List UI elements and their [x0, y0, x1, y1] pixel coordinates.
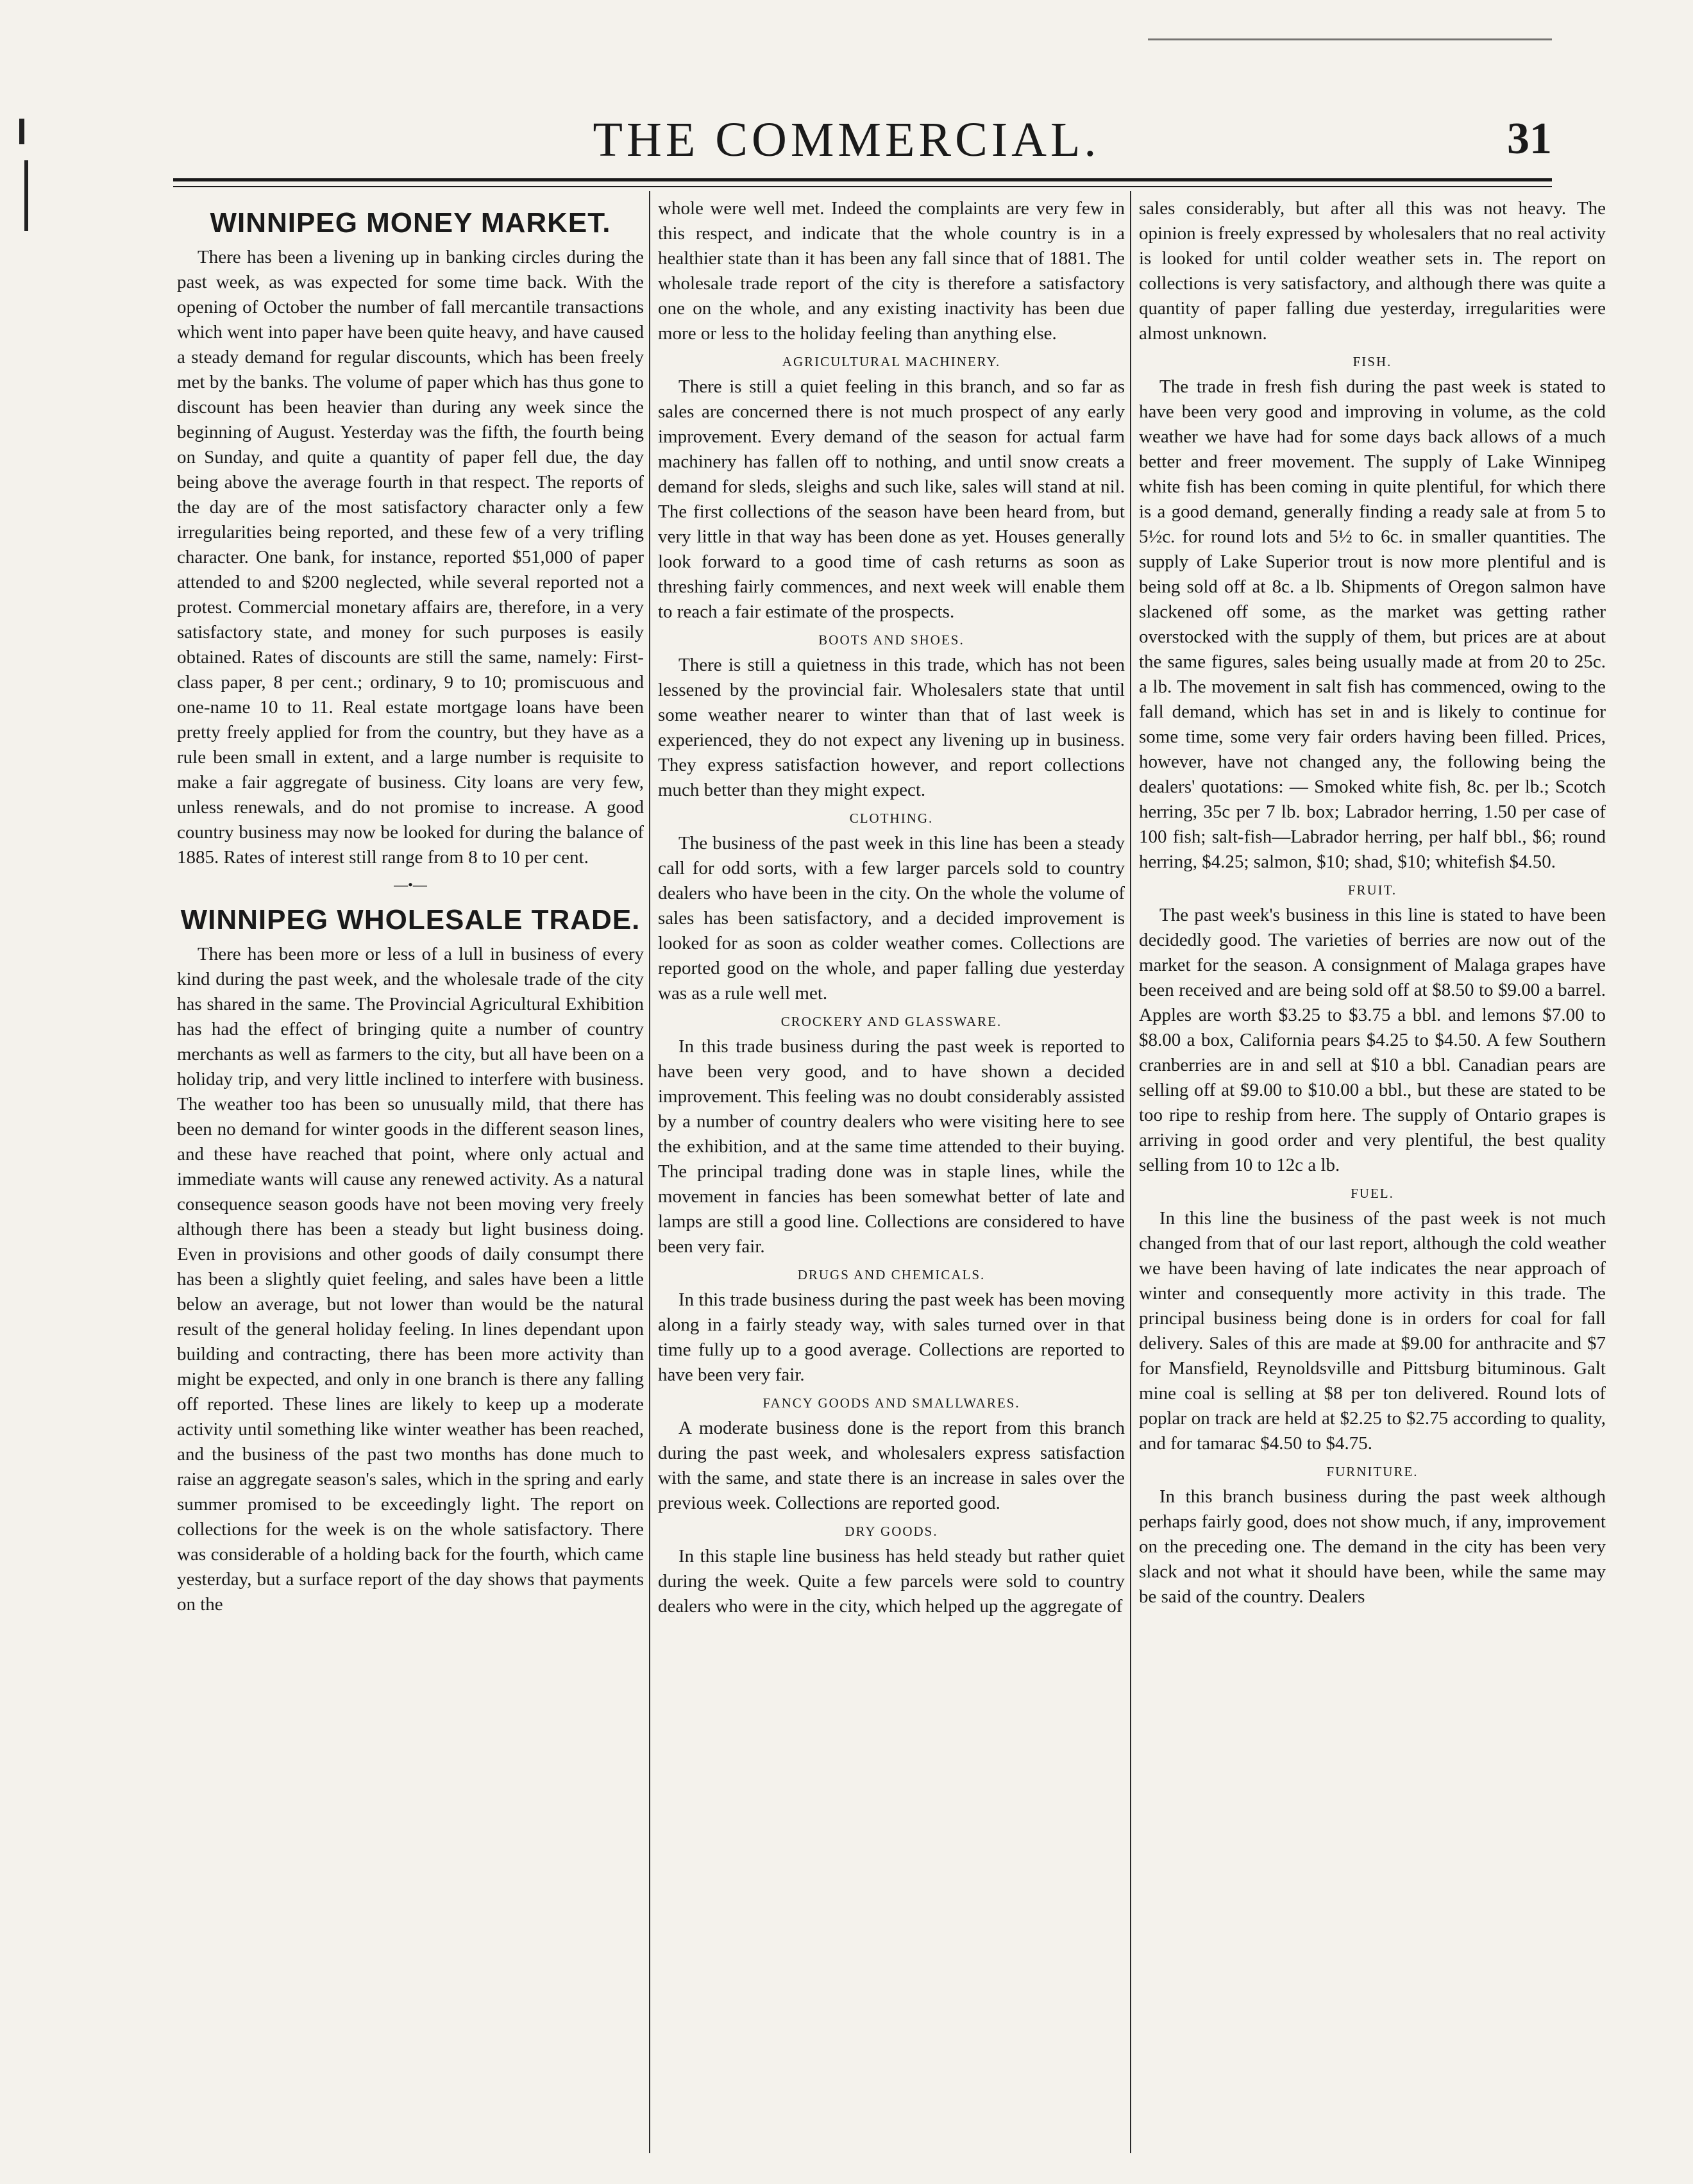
subheading-furniture: FURNITURE. — [1326, 1464, 1419, 1479]
article-boots-and-shoes: There is still a quietness in this trade, which has not been lessened by the provincial fair. Wholesalers state that until some weather nearer to winter than that of last week is experienced, they do not expect any livening up in business. They express satisfaction however, and report collections much better than they might expect. — [658, 655, 1125, 800]
column-divider — [649, 191, 650, 2153]
subheading-clothing: CLOTHING. — [849, 811, 934, 826]
section-heading-money-market: WINNIPEG MONEY MARKET. — [210, 207, 611, 239]
scan-mark — [24, 160, 28, 231]
subheading-fancy-goods: FANCY GOODS AND SMALLWARES. — [762, 1395, 1020, 1411]
article-continuation: whole were well met. Indeed the complaints are very few in this respect, and indicate that the whole country is in a healthier state than it has been any fall since that of 1881. The wholesale trade report of the city is therefore a satisfactory one on the whole, and any existing inactivity has been due more or less to the holiday feeling than anything else. — [658, 198, 1125, 344]
subheading-crockery-and-glassware: CROCKERY AND GLASSWARE. — [780, 1014, 1002, 1029]
subheading-dry-goods: DRY GOODS. — [845, 1524, 938, 1539]
subheading-fruit: FRUIT. — [1347, 882, 1397, 898]
scan-mark — [1148, 38, 1552, 40]
article-furniture: In this branch business during the past week although perhaps fairly good, does not show much, if any, improvement on the preceding one. The demand in the city has been very slack and not what it should have been, while the same may be said of the country. Dealers — [1139, 1486, 1606, 1607]
article-clothing: The business of the past week in this line has been a steady call for odd sorts, with a few larger parcels sold to country dealers who have been in the city. On the whole the volume of sales has been satisfactory, and a decided improvement is looked for as soon as colder weather comes. Collections are reported good on the whole, and paper falling due yesterday was as a rule well met. — [658, 833, 1125, 1004]
subheading-drugs-and-chemicals: DRUGS AND CHEMICALS. — [797, 1267, 986, 1282]
section-separator: —•— — [394, 877, 427, 893]
masthead-rule-thick — [173, 178, 1552, 181]
section-heading-wholesale-trade: WINNIPEG WHOLESALE TRADE. — [180, 904, 641, 936]
subheading-boots-and-shoes: BOOTS AND SHOES. — [818, 632, 964, 648]
subheading-fish: FISH. — [1352, 354, 1392, 369]
column-divider — [1130, 191, 1131, 2153]
subheading-fuel: FUEL. — [1351, 1186, 1394, 1201]
masthead-rule-thin — [173, 186, 1552, 187]
article-fuel: In this line the business of the past week is not much changed from that of our last report, although the cold weather we have been having of late indicates the near approach of winter and consequently more activity in this trade. The principal business being done is in orders for coal for fall delivery. Sales of this are made at $9.00 for anthracite and $7 for Mansfield, Reynoldsville and Pittsburg bituminous. Galt mine coal is selling at $8 per ton delivered. Round lots of poplar on track are held at $2.25 to $2.75 according to quality, and for tamarac $4.50 to $4.75. — [1139, 1208, 1606, 1454]
column-1 — [177, 196, 644, 2158]
article-continuation: sales considerably, but after all this was not heavy. The opinion is freely expressed by wholesalers that no real activity is looked for until colder weather sets in. The report on collections is very satisfactory, and although there was quite a quantity of paper falling due yesterday, irregularities were almost unknown. — [1139, 198, 1606, 344]
article-agricultural-machinery: There is still a quiet feeling in this branch, and so far as sales are concerned there is not much prospect of any early improvement. Every demand of the season for actual farm machinery has fallen off to nothing, and until snow creats a demand for sleds, sleighs and such like, sales will stand at nil. The first collections of the season have been heard from, but very little in that way has been done as yet. Houses generally look forward to a good time of cash returns as soon as threshing fairly commences, and next week will enable them to reach a fair estimate of the prospects. — [658, 376, 1125, 622]
article-fish: The trade in fresh fish during the past week is stated to have been very good and improving in volume, as the cold weather we have had for some days back allows of a much better and freer movement. The supply of Lake Winnipeg white fish has been coming in quite plentiful, for which there is a good demand, generally finding a ready sale at from 5 to 5½c. for round lots and 5½ to 6c. in smaller quantities. The supply of Lake Superior trout is now more plentiful and is being sold off at 8c. a lb. Shipments of Oregon salmon have slackened off some, as the market was getting rather overstocked with the supply of them, but prices are at about the same figures, sales being usually made at from 20 to 25c. a lb. The movement in salt fish has commenced, owing to the fall demand, which has set in and is likely to continue for some time, some very fair orders having been filled. Prices, however, have not changed any, the following being the dealers' quotations: — Smoked white fish, 8c. per lb.; Scotch herring, 35c per 7 lb. box; Labrador herring, 1.50 per case of 100 fish; salt-fish—Labrador herring, per half bbl., $6; round herring, $4.25; salmon, $10; shad, $10; whitefish $4.50. — [1139, 376, 1606, 872]
article-dry-goods: In this staple line business has held steady but rather quiet during the week. Quite a few parcels were sold to country dealers who were in the city, which helped up the aggregate of — [658, 1546, 1125, 1617]
article-fruit: The past week's business in this line is stated to have been decidedly good. The varieties of berries are now out of the market for the season. A consignment of Malaga grapes have been received and are being sold off at $8.50 to $9.00 a barrel. Apples are worth $3.25 to $3.75 a bbl. and lemons $7.00 to $8.00 a box, California pears $4.25 to $4.50. A few Southern cranberries are in and sell at $10 a bbl. Canadian pears are selling off at $9.00 to $10.00 a bbl., but these are stated to be too ripe to reship from here. The supply of Ontario grapes is arriving in good order and very plentiful, the best quality selling from 10 to 12c a lb. — [1139, 905, 1606, 1175]
column-2 — [658, 196, 1125, 2158]
article-crockery-and-glassware: In this trade business during the past week is reported to have been very good, and to have shown a decided improvement. This feeling was no doubt considerably assisted by a number of country dealers who were visiting here to see the exhibition, and at the same time attended to their buying. The principal trading done was in staple lines, while the movement in fancies has been somewhat better of late and lamps are still a good line. Collections are considered to have been very fair. — [658, 1036, 1125, 1257]
subheading-agricultural-machinery: AGRICULTURAL MACHINERY. — [782, 354, 1001, 369]
article-money-market: There has been a livening up in banking circles during the past week, as was expected for some time back. With the opening of October the number of fall mercantile transactions which went into paper have been quite heavy, and have caused a steady demand for regular discounts, which has been freely met by the banks. The volume of paper which has thus gone to discount has been heavier than during any week since the beginning of August. Yesterday was the fifth, the fourth being on Sunday, and quite a quantity of paper fell due, the day being above the average fourth in that respect. The reports of the day are of the most satisfactory character only a few irregularities being reported, and these few of a very trifling character. One bank, for instance, reported $51,000 of paper attended to and $200 neglected, while several reported not a protest. Commercial monetary affairs are, therefore, in a very satisfactory state, and money for such purposes is easily obtained. Rates of discounts are still the same, namely: First-class paper, 8 per cent.; ordinary, 9 to 10; promiscuous and one-name 10 to 11. Real estate mortgage loans have been pretty freely applied for from the country, but they have as a rule been small in extent, and a large number is requisite to make a fair aggregate of business. City loans are very few, unless renewals, and do not promise to increase. A good country business may now be looked for during the balance of 1885. Rates of interest still range from 8 to 10 per cent. — [177, 247, 644, 868]
article-drugs-and-chemicals: In this trade business during the past week has been moving along in a fairly steady way, with sales turned over in that time fully up to a good average. Collections are reported to have been very fair. — [658, 1289, 1125, 1385]
article-fancy-goods: A moderate business done is the report from this branch during the past week, and wholesalers express satisfaction with the same, and state there is an increase in sales over the previous week. Collections are reported good. — [658, 1418, 1125, 1513]
article-wholesale-trade: There has been more or less of a lull in business of every kind during the past week, and the wholesale trade of the city has shared in the same. The Provincial Agricultural Exhibition has had the effect of bringing quite a number of country merchants as well as farmers to the city, but all have been on a holiday trip, and very little inclined to interfere with business. The weather too has been so unusually mild, that there has been no demand for winter goods in the different season lines, and these have reached that point, where only actual and immediate wants will cause any renewed activity. As a natural consequence season goods have not been moving very freely although there has been a steady but light business doing. Even in provisions and other goods of daily consumpt there has been a slightly quiet feeling, and sales have been a little below an average, but not lower than would be the natural result of the general holiday feeling. In lines dependant upon building and contracting, there has been more activity than might be expected, and only in one branch is there any falling off reported. These lines are likely to keep up a moderate activity until something like winter weather has been reached, and the business of the past two months has done much to raise an aggregate season's sales, which in the spring and early summer promised to be exceedingly light. The report on collections for the week is on the whole satisfactory. There was considerable of a holding back for the fourth, which came yesterday, but a surface report of the day shows that payments on the — [177, 944, 644, 1615]
page-number: 31 — [1507, 114, 1552, 164]
masthead-title: THE COMMERCIAL. — [593, 113, 1100, 167]
column-3 — [1139, 196, 1606, 2158]
